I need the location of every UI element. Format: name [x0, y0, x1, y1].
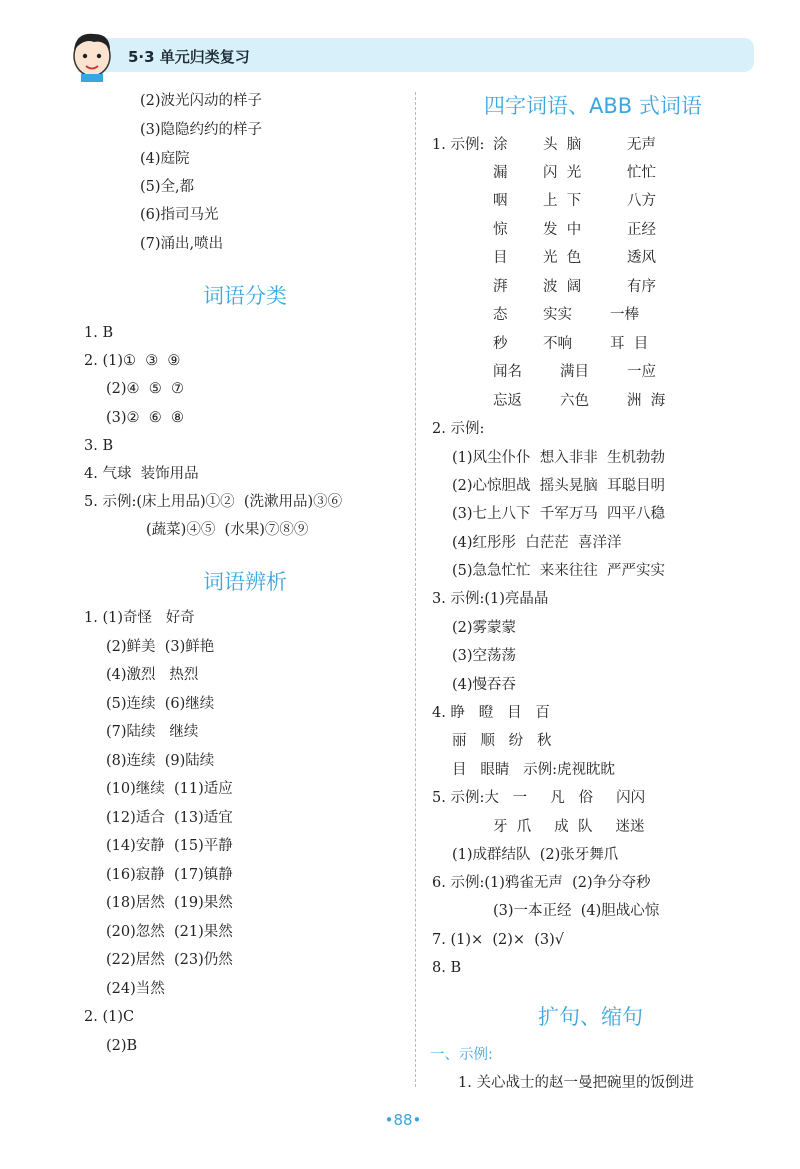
- text-line: (20)忽然 (21)果然: [106, 924, 233, 940]
- q1-cell: 一棒: [610, 307, 639, 323]
- text-line: (1)成群结队 (2)张牙舞爪: [452, 847, 619, 863]
- text-line: (3)空荡荡: [452, 648, 517, 664]
- text-line: (2)心惊胆战 摇头晃脑 耳聪目明: [452, 478, 665, 494]
- q1-cell: 满目: [560, 364, 589, 380]
- text-line: (4)红彤彤 白茫茫 喜洋洋: [452, 535, 622, 551]
- page-number: •88•: [384, 1111, 422, 1129]
- q1-cell: 忘返: [493, 393, 522, 409]
- column-divider: [415, 92, 416, 1087]
- text-line: (8)连续 (9)陆续: [106, 753, 215, 769]
- q1-cell: 正经: [627, 222, 656, 238]
- q1-cell: 无声: [627, 137, 656, 153]
- q1-cell: 发 中: [543, 222, 582, 238]
- text-line: (2)④ ⑤ ⑦: [106, 381, 184, 397]
- text-line: 5. 示例:(床上用品)①② (洗漱用品)③⑥: [84, 494, 343, 510]
- text-line: (3)一本正经 (4)胆战心惊: [493, 903, 660, 919]
- text-line: (蔬菜)④⑤ (水果)⑦⑧⑨: [146, 522, 309, 538]
- q1-cell: 实实: [543, 307, 572, 323]
- q1-cell: 不响: [543, 336, 572, 352]
- section-title: 词语分类: [203, 284, 287, 308]
- text-line: (10)继续 (11)适应: [106, 781, 233, 797]
- q1-cell: 漏: [493, 165, 508, 181]
- text-line: 3. 示例:(1)亮晶晶: [432, 591, 549, 607]
- q1-cell: 秒: [493, 336, 508, 352]
- section-title: 词语辨析: [203, 570, 287, 594]
- text-line: 2. (1)① ③ ⑨: [84, 353, 181, 369]
- section-title: 扩句、缩句: [538, 1005, 643, 1029]
- text-line: (3)隐隐约约的样子: [140, 122, 263, 138]
- text-line: 2. 示例:: [432, 421, 485, 437]
- q1-cell: 目: [493, 250, 508, 266]
- text-line: 目 眼睛 示例:虎视眈眈: [452, 762, 616, 778]
- text-line: (3)七上八下 千军万马 四平八稳: [452, 506, 665, 522]
- text-line: (4)慢吞吞: [452, 677, 517, 693]
- subsection-label: 一、示例:: [430, 1047, 493, 1063]
- text-line: 牙 爪 成 队 迷迷: [493, 819, 645, 835]
- text-line: (24)当然: [106, 981, 165, 997]
- text-line: (5)全,都: [140, 179, 195, 195]
- text-line: (12)适合 (13)适宜: [106, 810, 233, 826]
- q1-cell: 闻名: [493, 364, 522, 380]
- text-line: (6)指司马光: [140, 207, 219, 223]
- q1-cell: 咽: [493, 193, 508, 209]
- q1-cell: 上 下: [543, 193, 582, 209]
- q1-cell: 光 色: [543, 250, 582, 266]
- q1-cell: 一应: [627, 364, 656, 380]
- text-line: (5)急急忙忙 来来往往 严严实实: [452, 563, 665, 579]
- text-line: (2)雾蒙蒙: [452, 620, 517, 636]
- q1-cell: 闪 光: [543, 165, 582, 181]
- q1-cell: 忙忙: [627, 165, 656, 181]
- text-line: 8. B: [432, 960, 462, 976]
- q1-cell: 透风: [627, 250, 656, 266]
- q1-cell: 八方: [627, 193, 656, 209]
- text-line: 1. 示例:: [432, 137, 485, 153]
- text-line: (14)安静 (15)平静: [106, 838, 233, 854]
- text-line: (7)涌出,喷出: [140, 236, 224, 252]
- text-line: (4)庭院: [140, 151, 190, 167]
- text-line: 4. 睁 瞪 目 百: [432, 705, 550, 721]
- header-title: 5·3 单元归类复习: [128, 48, 250, 66]
- text-line: (7)陆续 继续: [106, 724, 199, 740]
- text-line: 丽 顺 纷 秋: [452, 733, 552, 749]
- q1-cell: 态: [493, 307, 508, 323]
- text-line: 6. 示例:(1)鸦雀无声 (2)争分夺秒: [432, 875, 651, 891]
- mascot-icon: [64, 26, 120, 82]
- text-line: 1. 关心战士的赵一曼把碗里的饭倒进: [458, 1075, 694, 1091]
- q1-cell: 惊: [493, 222, 508, 238]
- text-line: (2)B: [106, 1038, 138, 1054]
- text-line: 1. B: [84, 325, 114, 341]
- text-line: (1)风尘仆仆 想入非非 生机勃勃: [452, 450, 665, 466]
- text-line: 4. 气球 装饰用品: [84, 466, 199, 482]
- q1-cell: 六色: [560, 393, 589, 409]
- text-line: (16)寂静 (17)镇静: [106, 867, 233, 883]
- text-line: (22)居然 (23)仍然: [106, 952, 233, 968]
- text-line: (18)居然 (19)果然: [106, 895, 233, 911]
- text-line: (5)连续 (6)继续: [106, 696, 215, 712]
- q1-cell: 有序: [627, 279, 656, 295]
- q1-cell: 洲 海: [627, 393, 666, 409]
- text-line: (2)鲜美 (3)鲜艳: [106, 639, 215, 655]
- q1-cell: 涂: [493, 137, 508, 153]
- text-line: (3)② ⑥ ⑧: [106, 410, 184, 426]
- text-line: (2)波光闪动的样子: [140, 93, 263, 109]
- q1-cell: 湃: [493, 279, 508, 295]
- text-line: 7. (1)× (2)× (3)√: [432, 932, 565, 948]
- q1-cell: 波 阔: [543, 279, 582, 295]
- text-line: 3. B: [84, 438, 114, 454]
- text-line: 5. 示例:大 一 凡 俗 闪闪: [432, 790, 646, 806]
- text-line: 2. (1)C: [84, 1009, 135, 1025]
- q1-cell: 耳 目: [610, 336, 649, 352]
- text-line: 1. (1)奇怪 好奇: [84, 610, 195, 626]
- q1-cell: 头 脑: [543, 137, 582, 153]
- section-title: 四字词语、ABB 式词语: [484, 94, 702, 118]
- text-line: (4)激烈 热烈: [106, 667, 199, 683]
